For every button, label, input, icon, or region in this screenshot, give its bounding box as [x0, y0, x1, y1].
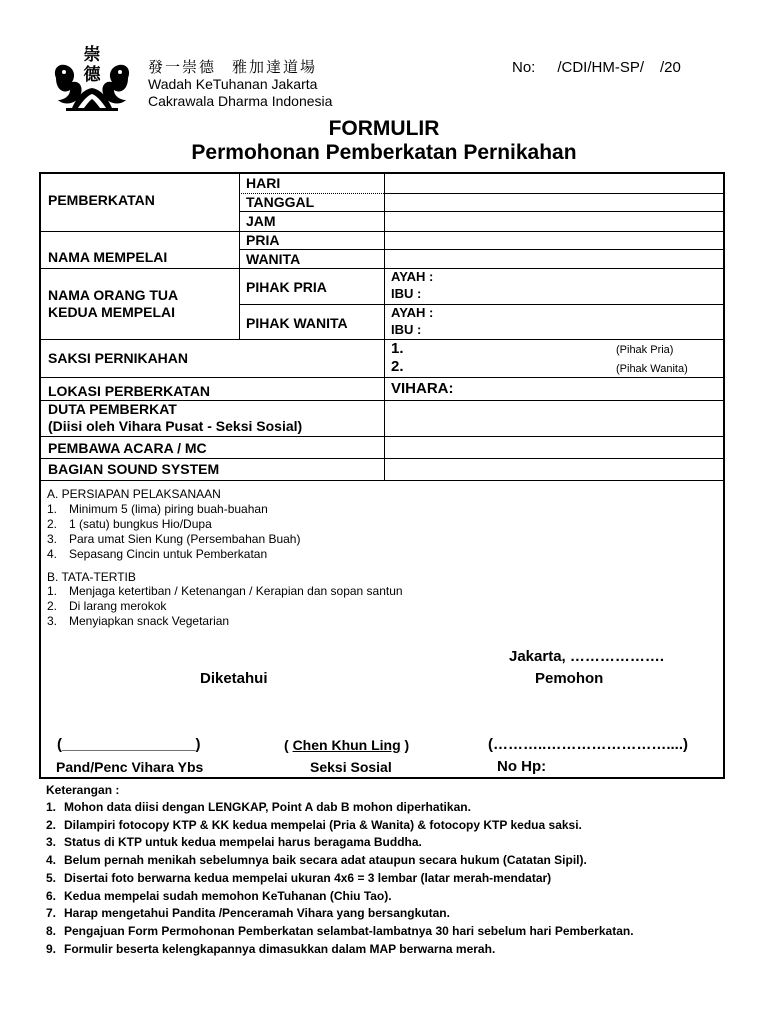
signature-middle: ( Chen Khun Ling ): [284, 737, 410, 753]
logo-glyph-top: 崇: [83, 45, 101, 65]
form-box: [39, 172, 725, 779]
document-number-year: /20: [660, 59, 681, 76]
chinese-motto-1: 發一崇德: [148, 58, 217, 76]
list-item: 6. Kedua mempelai sudah memohon KeTuhanan (Chiu Tao).: [46, 888, 392, 903]
label-ayah-pria: AYAH :: [391, 269, 434, 284]
section-b-list: [47, 584, 403, 629]
label-pihak-pria: PIHAK PRIA: [246, 279, 327, 295]
label-nama-orang-tua: NAMA ORANG TUA: [48, 287, 179, 303]
label-duta-pemberkat: DUTA PEMBERKAT: [48, 401, 177, 417]
logo-glyph-bottom: 德: [83, 65, 101, 85]
org-name-line-2: Cakrawala Dharma Indonesia: [148, 93, 333, 109]
label-pemberkatan: PEMBERKATAN: [48, 192, 155, 208]
signature-blank-left: (________________): [57, 736, 201, 753]
label-nama-mempelai: NAMA MEMPELAI: [48, 249, 168, 265]
signature-blank-right: (………..……………………....): [488, 736, 688, 753]
organization-logo: [50, 38, 134, 114]
list-item: 8. Pengajuan Form Permohonan Pemberkatan selambat-lambatnya 30 hari sebelum hari Pemberkatan.: [46, 923, 634, 938]
form-subtitle: Permohonan Pemberkatan Pernikahan: [191, 141, 577, 164]
list-item: 2. Di larang merokok: [47, 599, 167, 613]
list-item: 5. Disertai foto berwarna kedua mempelai ukuran 4x6 = 3 lembar (latar merah-mendatar): [46, 870, 552, 885]
list-item: 4. Belum pernah menikah sebelumnya baik secara adat ataupun secara hukum (Catatan Sipil).: [46, 853, 587, 868]
label-pembawa-acara: PEMBAWA ACARA / MC: [48, 440, 207, 456]
label-ibu-pria: IBU :: [391, 286, 422, 301]
role-middle: Seksi Sosial: [310, 759, 392, 775]
list-item: 9. Formulir beserta kelengkapannya dimasukkan dalam MAP berwarna merah.: [46, 941, 496, 956]
label-pihak-wanita: PIHAK WANITA: [246, 315, 348, 331]
document-number-code: /CDI/HM-SP/: [557, 59, 645, 76]
place-date: Jakarta, ……………….: [509, 648, 665, 665]
label-vihara: VIHARA:: [391, 380, 454, 397]
org-name-line-1: Wadah KeTuhanan Jakarta: [148, 76, 318, 92]
list-item: 1. Mohon data diisi dengan LENGKAP, Point A dab B mohon diperhatikan.: [46, 800, 471, 814]
signatory-name: Chen Khun Ling: [292, 737, 401, 753]
label-saksi-1: 1.: [391, 340, 404, 357]
label-pria: PRIA: [246, 232, 280, 248]
label-saksi-2: 2.: [391, 358, 404, 375]
list-item: 3. Menyiapkan snack Vegetarian: [47, 614, 230, 628]
list-item: 3. Para umat Sien Kung (Persembahan Buah): [47, 532, 301, 546]
list-item: 3. Status di KTP untuk kedua mempelai harus beragama Buddha.: [46, 835, 422, 850]
label-hari: HARI: [246, 175, 281, 191]
label-duta-note: (Diisi oleh Vihara Pusat - Seksi Sosial): [48, 418, 303, 434]
role-left: Pand/Penc Vihara Ybs: [56, 759, 204, 775]
section-a-title: A. PERSIAPAN PELAKSANAAN: [47, 487, 221, 501]
label-ayah-wanita: AYAH :: [391, 305, 434, 320]
diketahui-label: Diketahui: [200, 670, 268, 687]
label-ibu-wanita: IBU :: [391, 322, 422, 337]
label-wanita: WANITA: [246, 251, 301, 267]
form-title: FORMULIR: [328, 117, 440, 140]
notes-title: Keterangan :: [46, 783, 120, 797]
label-lokasi-perberkatan: LOKASI PERBERKATAN: [48, 383, 211, 399]
note-pihak-wanita: (Pihak Wanita): [616, 363, 688, 375]
pemohon-label: Pemohon: [535, 670, 604, 687]
section-b-title: B. TATA-TERTIB: [47, 570, 136, 584]
list-item: 7. Harap mengetahui Pandita /Penceramah Vihara yang bersangkutan.: [46, 906, 450, 921]
label-tanggal: TANGGAL: [246, 194, 315, 210]
document-number-label: No:: [512, 59, 536, 76]
list-item: 2. 1 (satu) bungkus Hio/Dupa: [47, 517, 212, 531]
notes-list: [46, 799, 634, 958]
chinese-motto-2: 雅加達道場: [232, 58, 318, 76]
list-item: 1. Minimum 5 (lima) piring buah-buahan: [47, 502, 268, 516]
document-number: [512, 59, 681, 76]
label-kedua-mempelai: KEDUA MEMPELAI: [48, 304, 176, 320]
note-pihak-pria: (Pihak Pria): [616, 344, 674, 356]
label-saksi-pernikahan: SAKSI PERNIKAHAN: [48, 350, 189, 366]
role-right-no-hp: No Hp:: [497, 758, 547, 775]
label-jam: JAM: [246, 213, 276, 229]
label-sound-system: BAGIAN SOUND SYSTEM: [48, 461, 220, 477]
section-a-list: [47, 502, 300, 562]
chinese-motto: [148, 56, 333, 77]
list-item: 4. Sepasang Cincin untuk Pemberkatan: [47, 547, 268, 561]
list-item: 2. Dilampiri fotocopy KTP & KK kedua mempelai (Pria & Wanita) & fotocopy KTP kedua saksi.: [46, 817, 582, 832]
list-item: 1. Menjaga ketertiban / Ketenangan / Kerapian dan sopan santun: [47, 584, 403, 598]
